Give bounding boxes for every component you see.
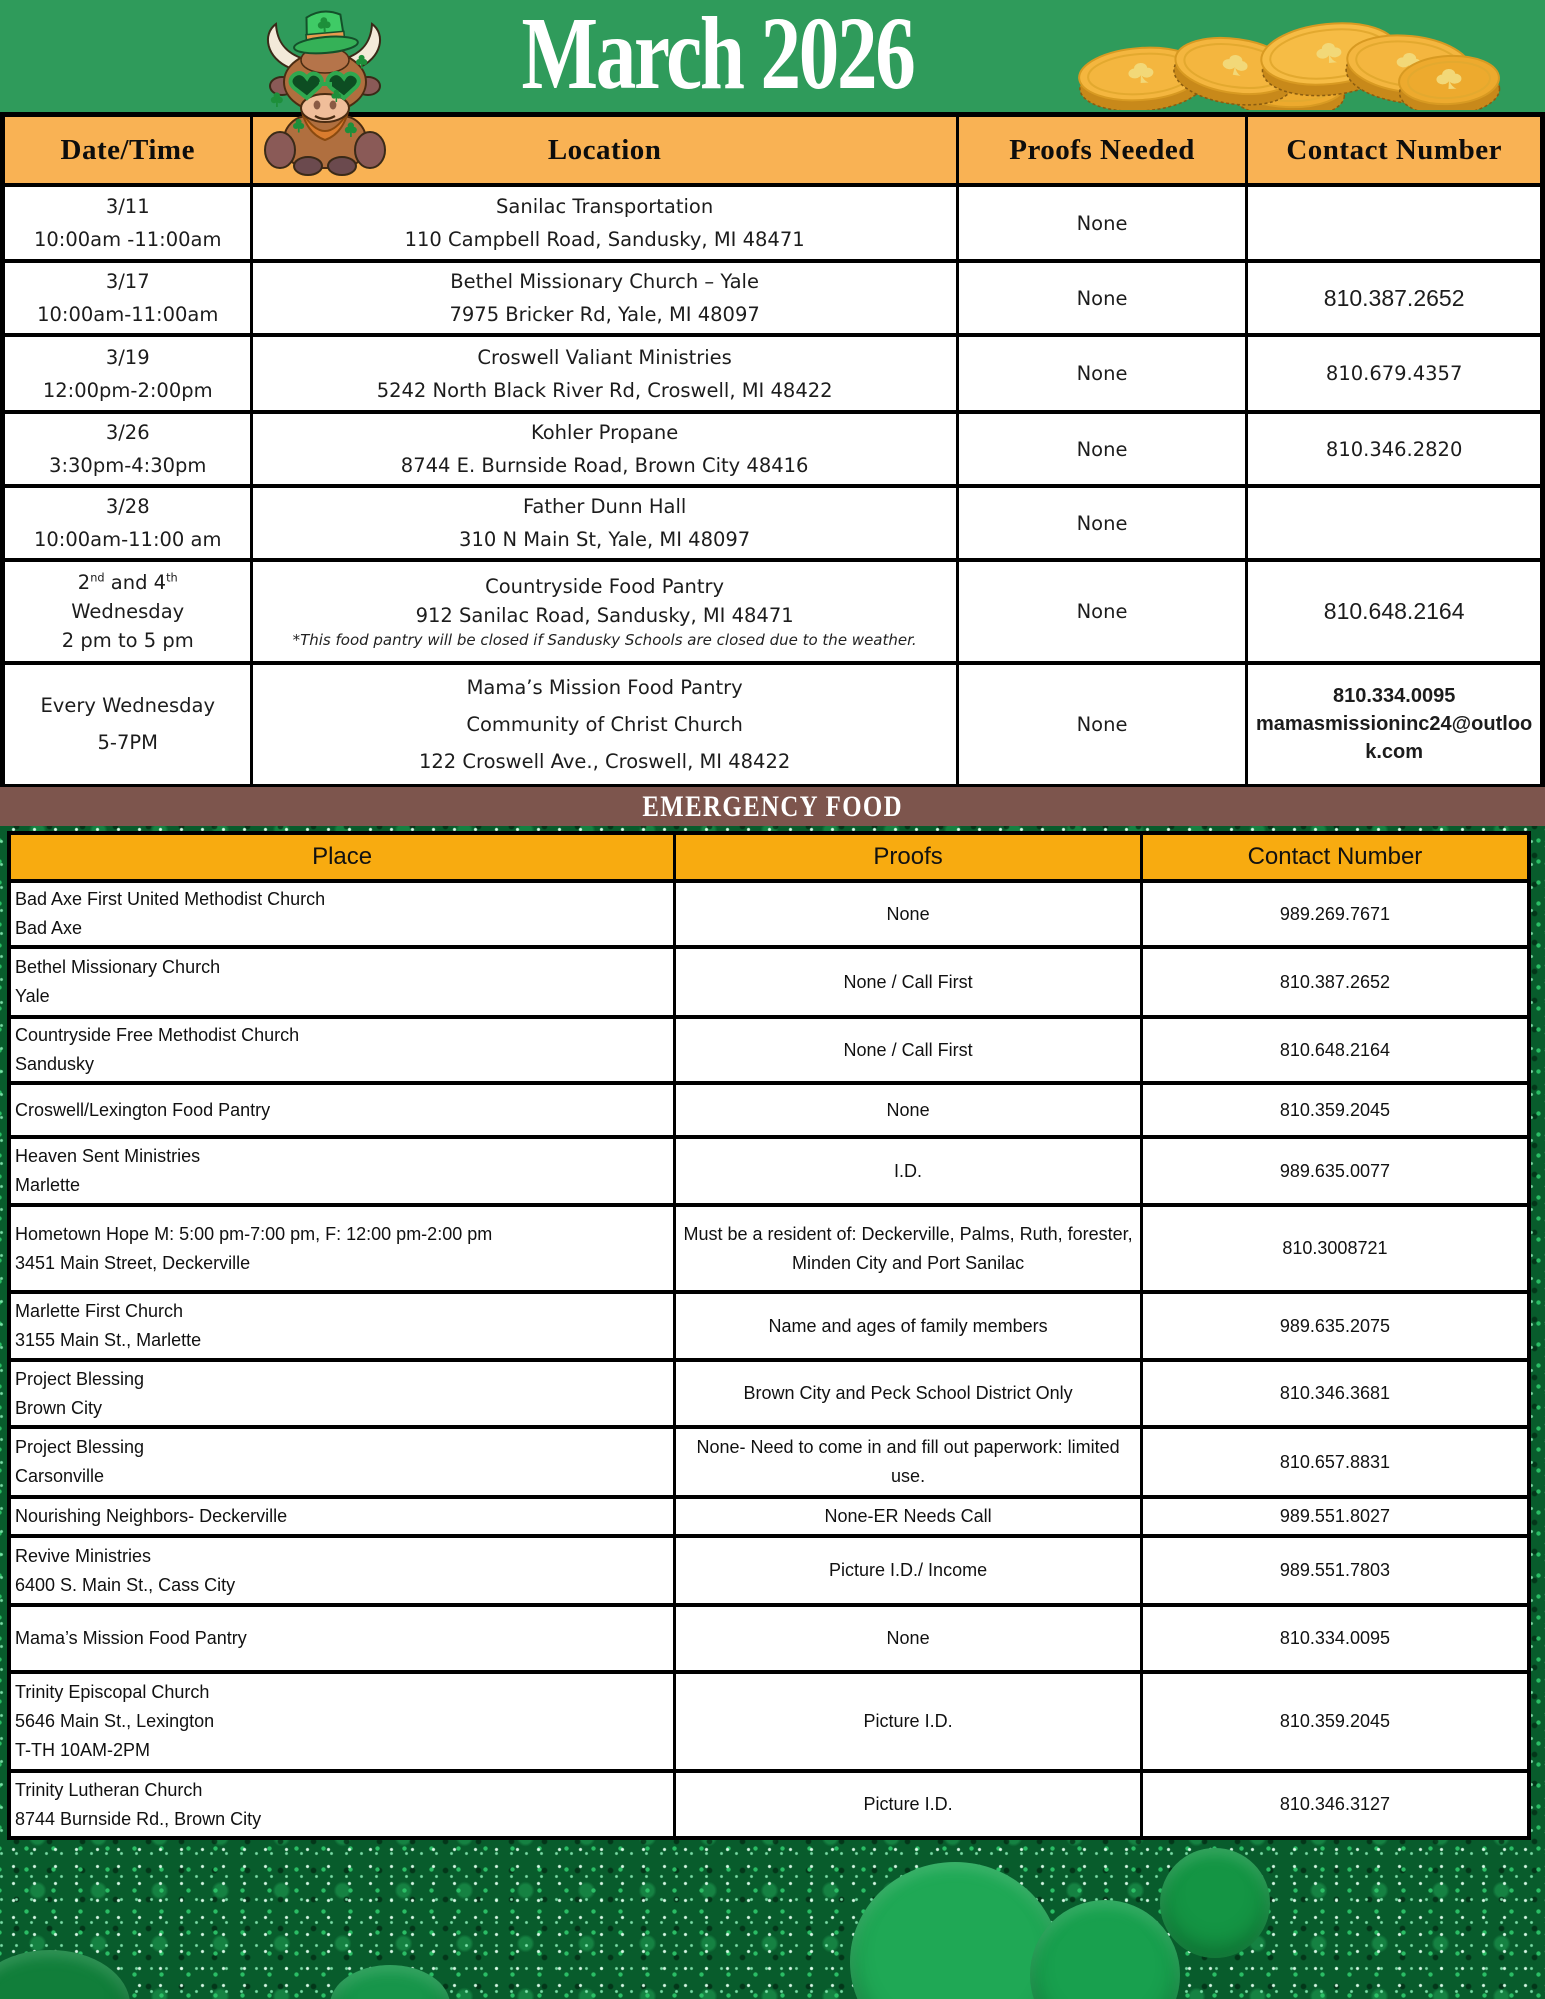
gold-coins-icon — [1077, 18, 1501, 110]
emergency-table — [7, 831, 1531, 1840]
emergency-proofs-cell: None — [675, 1083, 1142, 1137]
schedule-row — [3, 663, 1543, 786]
banner — [0, 0, 1545, 112]
schedule-date-cell: 3/28 10:00am-11:00 am — [3, 486, 252, 560]
emergency-row — [9, 1360, 1529, 1427]
emergency-proofs-cell: None / Call First — [675, 947, 1142, 1017]
schedule-date-cell: 3/17 10:00am-11:00am — [3, 261, 252, 335]
schedule-contact-cell: 810.387.2652 — [1247, 261, 1543, 335]
schedule-date-cell: 3/19 12:00pm-2:00pm — [3, 335, 252, 412]
schedule-contact-cell: 810.648.2164 — [1247, 560, 1543, 663]
emergency-row — [9, 1205, 1529, 1292]
emergency-place-cell: Heaven Sent Ministries Marlette — [9, 1137, 675, 1205]
emergency-title: EMERGENCY FOOD — [642, 789, 903, 823]
emergency-place-cell: Nourishing Neighbors- Deckerville — [9, 1497, 675, 1536]
schedule-table — [0, 112, 1545, 789]
emergency-header-0: Place — [9, 833, 675, 881]
schedule-row — [3, 486, 1543, 560]
emergency-place-cell: Countryside Free Methodist Church Sandusky — [9, 1017, 675, 1083]
emergency-place-cell: Croswell/Lexington Food Pantry — [9, 1083, 675, 1137]
emergency-row — [9, 1017, 1529, 1083]
schedule-location-cell: Bethel Missionary Church – Yale 7975 Bricker Rd, Yale, MI 48097 — [252, 261, 957, 335]
emergency-row — [9, 1427, 1529, 1497]
emergency-proofs-cell: Name and ages of family members — [675, 1292, 1142, 1360]
schedule-row — [3, 335, 1543, 412]
emergency-place-cell: Bad Axe First United Methodist Church Bad Axe — [9, 881, 675, 947]
schedule-header-1: Location — [252, 115, 957, 186]
emergency-contact-cell: 989.635.0077 — [1141, 1137, 1529, 1205]
schedule-header-0: Date/Time — [3, 115, 252, 186]
emergency-contact-cell: 810.359.2045 — [1141, 1672, 1529, 1771]
emergency-row — [9, 1605, 1529, 1672]
schedule-header-3: Contact Number — [1247, 115, 1543, 186]
emergency-header-2: Contact Number — [1141, 833, 1529, 881]
emergency-proofs-cell: Picture I.D. — [675, 1771, 1142, 1838]
emergency-table-wrap — [7, 831, 1531, 1840]
emergency-place-cell: Trinity Lutheran Church 8744 Burnside Rd., Brown City — [9, 1771, 675, 1838]
schedule-header-row — [3, 115, 1543, 186]
foam-shamrock-decoration — [1160, 1848, 1270, 1958]
schedule-proofs-cell: None — [957, 486, 1247, 560]
schedule-location-cell: Sanilac Transportation 110 Campbell Road, Sandusky, MI 48471 — [252, 185, 957, 261]
emergency-header-1: Proofs — [675, 833, 1142, 881]
emergency-proofs-cell: None — [675, 881, 1142, 947]
schedule-proofs-cell: None — [957, 560, 1247, 663]
schedule-contact-cell: 810.679.4357 — [1247, 335, 1543, 412]
emergency-row — [9, 947, 1529, 1017]
emergency-row — [9, 1536, 1529, 1605]
emergency-proofs-cell: None-ER Needs Call — [675, 1497, 1142, 1536]
emergency-proofs-cell: I.D. — [675, 1137, 1142, 1205]
emergency-place-cell: Mama’s Mission Food Pantry — [9, 1605, 675, 1672]
emergency-row — [9, 1083, 1529, 1137]
schedule-header-2: Proofs Needed — [957, 115, 1247, 186]
schedule-proofs-cell: None — [957, 412, 1247, 486]
emergency-contact-cell: 810.359.2045 — [1141, 1083, 1529, 1137]
schedule-proofs-cell: None — [957, 261, 1247, 335]
emergency-proofs-cell: Brown City and Peck School District Only — [675, 1360, 1142, 1427]
emergency-contact-cell: 810.346.3681 — [1141, 1360, 1529, 1427]
schedule-location-cell: Kohler Propane 8744 E. Burnside Road, Brown City 48416 — [252, 412, 957, 486]
emergency-row — [9, 1771, 1529, 1838]
schedule-date-cell: 3/11 10:00am -11:00am — [3, 185, 252, 261]
schedule-row — [3, 412, 1543, 486]
schedule-row — [3, 560, 1543, 663]
emergency-contact-cell: 810.334.0095 — [1141, 1605, 1529, 1672]
schedule-contact-cell — [1247, 185, 1543, 261]
emergency-proofs-cell: None — [675, 1605, 1142, 1672]
emergency-contact-cell: 810.657.8831 — [1141, 1427, 1529, 1497]
emergency-place-cell: Marlette First Church 3155 Main St., Marlette — [9, 1292, 675, 1360]
foam-shamrock-decoration — [330, 1965, 450, 1999]
emergency-place-cell: Project Blessing Carsonville — [9, 1427, 675, 1497]
schedule-location-cell: Mama’s Mission Food Pantry Community of Christ Church 122 Croswell Ave., Croswell, MI 48422 — [252, 663, 957, 786]
emergency-contact-cell: 810.387.2652 — [1141, 947, 1529, 1017]
emergency-contact-cell: 989.269.7671 — [1141, 881, 1529, 947]
schedule-date-cell: Every Wednesday 5-7PM — [3, 663, 252, 786]
emergency-row — [9, 1137, 1529, 1205]
emergency-row — [9, 881, 1529, 947]
schedule-proofs-cell: None — [957, 185, 1247, 261]
emergency-place-cell: Project Blessing Brown City — [9, 1360, 675, 1427]
emergency-proofs-cell: None- Need to come in and fill out paperwork: limited use. — [675, 1427, 1142, 1497]
schedule-contact-cell: 810.346.2820 — [1247, 412, 1543, 486]
cow-mascot-icon — [256, 4, 396, 178]
schedule-date-cell: 3/26 3:30pm-4:30pm — [3, 412, 252, 486]
emergency-contact-cell: 989.551.8027 — [1141, 1497, 1529, 1536]
emergency-proofs-cell: Must be a resident of: Deckerville, Palms, Ruth, forester, Minden City and Port Sanilac — [675, 1205, 1142, 1292]
emergency-place-cell: Revive Ministries 6400 S. Main St., Cass City — [9, 1536, 675, 1605]
emergency-proofs-cell: Picture I.D. — [675, 1672, 1142, 1771]
schedule-proofs-cell: None — [957, 335, 1247, 412]
emergency-contact-cell: 989.635.2075 — [1141, 1292, 1529, 1360]
schedule-contact-cell: 810.334.0095 mamasmissioninc24@outlook.com — [1247, 663, 1543, 786]
emergency-place-cell: Bethel Missionary Church Yale — [9, 947, 675, 1017]
emergency-contact-cell: 989.551.7803 — [1141, 1536, 1529, 1605]
emergency-contact-cell: 810.648.2164 — [1141, 1017, 1529, 1083]
schedule-contact-cell — [1247, 486, 1543, 560]
emergency-contact-cell: 810.346.3127 — [1141, 1771, 1529, 1838]
emergency-header-row — [9, 833, 1529, 881]
emergency-proofs-cell: None / Call First — [675, 1017, 1142, 1083]
emergency-proofs-cell: Picture I.D./ Income — [675, 1536, 1142, 1605]
schedule-location-cell: Countryside Food Pantry 912 Sanilac Road, Sandusky, MI 48471 *This food pantry will be closed if Sandusky Schools are closed due to the weather. — [252, 560, 957, 663]
emergency-place-cell: Hometown Hope M: 5:00 pm-7:00 pm, F: 12:00 pm-2:00 pm 3451 Main Street, Deckerville — [9, 1205, 675, 1292]
emergency-row — [9, 1292, 1529, 1360]
schedule-location-cell: Father Dunn Hall 310 N Main St, Yale, MI 48097 — [252, 486, 957, 560]
emergency-contact-cell: 810.3008721 — [1141, 1205, 1529, 1292]
schedule-row — [3, 261, 1543, 335]
page-title: March 2026 — [521, 0, 914, 111]
foam-shamrock-decoration — [850, 1862, 1060, 1999]
foam-shamrock-decoration — [1030, 1900, 1180, 1999]
emergency-row — [9, 1497, 1529, 1536]
emergency-place-cell: Trinity Episcopal Church 5646 Main St., Lexington T-TH 10AM-2PM — [9, 1672, 675, 1771]
schedule-location-cell: Croswell Valiant Ministries 5242 North Black River Rd, Croswell, MI 48422 — [252, 335, 957, 412]
foam-shamrock-decoration — [0, 1950, 130, 1999]
emergency-banner — [0, 787, 1545, 826]
emergency-row — [9, 1672, 1529, 1771]
schedule-proofs-cell: None — [957, 663, 1247, 786]
schedule-date-cell: 2nd and 4th Wednesday 2 pm to 5 pm — [3, 560, 252, 663]
schedule-row — [3, 185, 1543, 261]
